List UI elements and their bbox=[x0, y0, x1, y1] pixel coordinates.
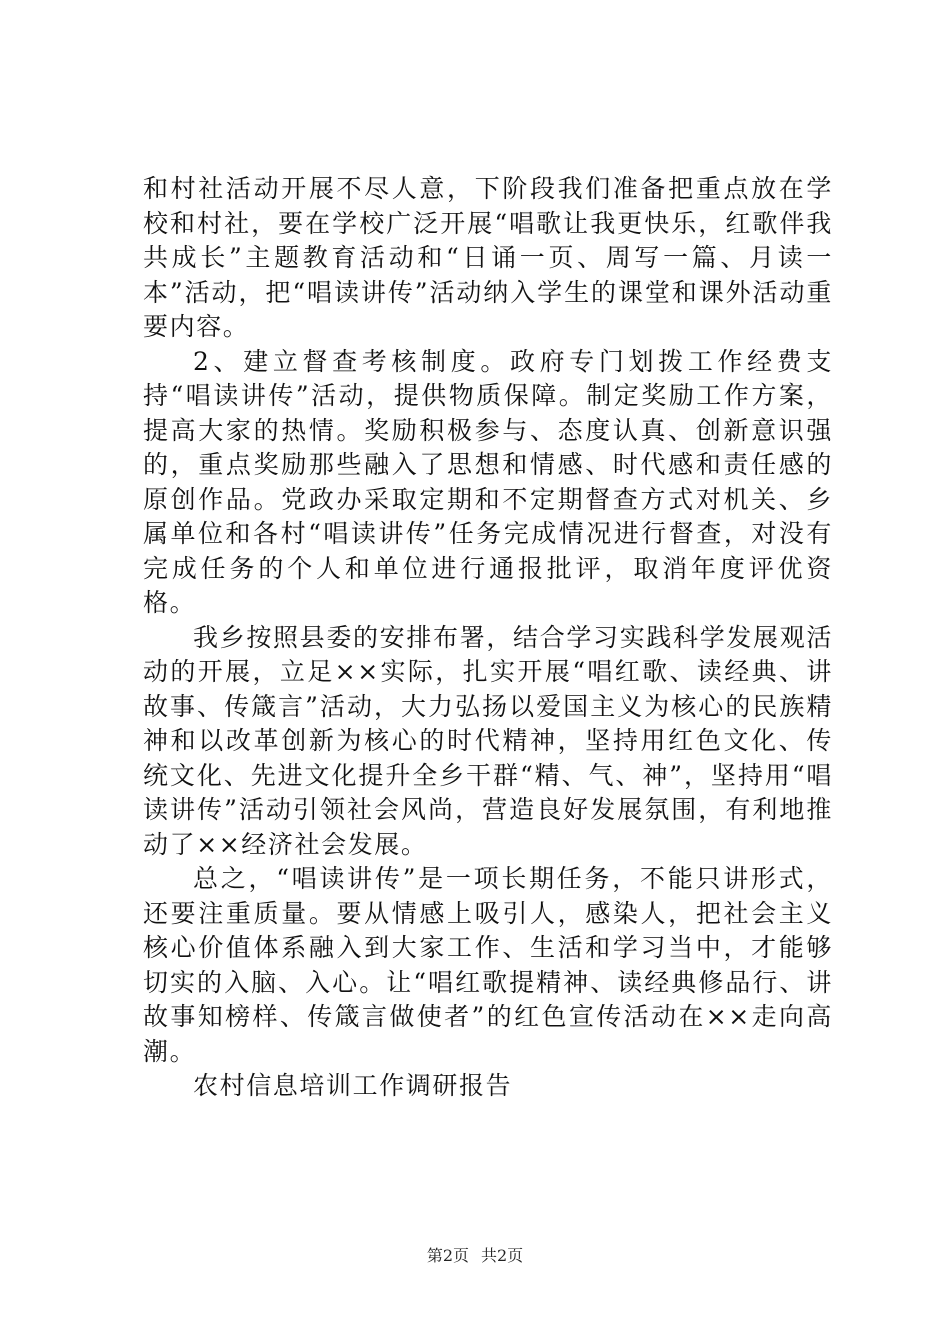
paragraph-4: 总之，“唱读讲传”是一项长期任务，不能只讲形式，还要注重质量。要从情感上吸引人，感染人，把社会主义核心价值体系融入到大家工作、生活和学习当中，才能够切实的入脑、入心。让“唱红歌提精神、读经典修品行、讲故事知榜样、传箴言做使者”的红色宣传活动在××走向高潮。 bbox=[143, 864, 833, 1066]
document-body bbox=[143, 172, 833, 1104]
paragraph-1: 和村社活动开展不尽人意，下阶段我们准备把重点放在学校和村社，要在学校广泛开展“唱歌让我更快乐，红歌伴我共成长”主题教育活动和“日诵一页、周写一篇、月读一本”活动，把“唱读讲传”活动纳入学生的课堂和课外活动重要内容。 bbox=[143, 174, 833, 341]
paragraph-2: 2、建立督查考核制度。政府专门划拨工作经费支持“唱读讲传”活动，提供物质保障。制定奖励工作方案，提高大家的热情。奖励积极参与、态度认真、创新意识强的，重点奖励那些融入了思想和情感、时代感和责任感的原创作品。党政办采取定期和不定期督查方式对机关、乡属单位和各村“唱读讲传”任务完成情况进行督查，对没有完成任务的个人和单位进行通报批评，取消年度评优资格。 bbox=[143, 346, 833, 617]
page-footer bbox=[0, 1245, 950, 1267]
page-total: 共2页 bbox=[481, 1246, 524, 1265]
page-number: 第2页 bbox=[426, 1246, 469, 1265]
paragraph-3: 我乡按照县委的安排布署，结合学习实践科学发展观活动的开展，立足××实际，扎实开展“唱红歌、读经典、讲故事、传箴言”活动，大力弘扬以爱国主义为核心的民族精神和以改革创新为核心的时代精神，坚持用红色文化、传统文化、先进文化提升全乡干群“精、气、神”，坚持用“唱读讲传”活动引领社会风尚，营造良好发展氛围，有利地推动了××经济社会发展。 bbox=[143, 622, 833, 859]
document-next-title: 农村信息培训工作调研报告 bbox=[193, 1071, 513, 1100]
